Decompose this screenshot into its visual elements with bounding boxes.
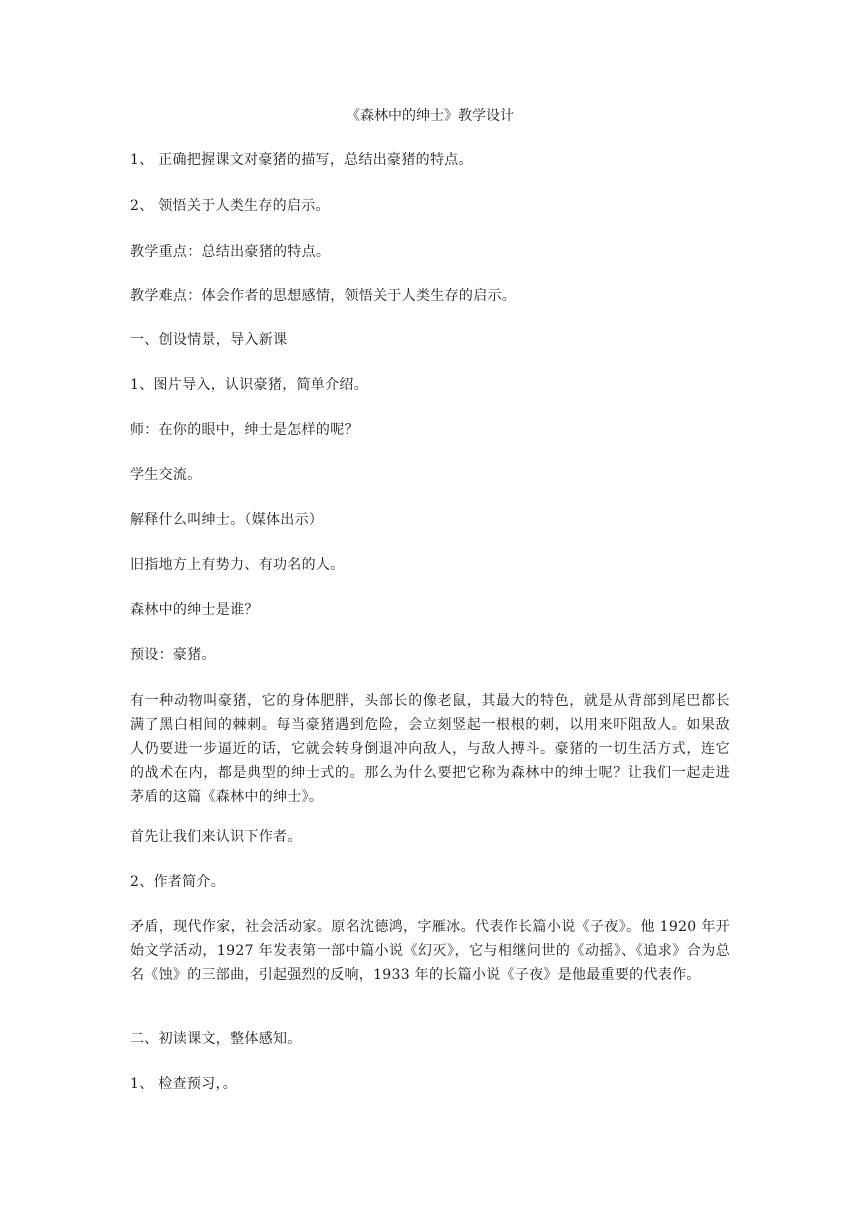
section-heading-1: 一、创设情景，导入新课 — [130, 332, 288, 348]
paragraph: 解释什么叫绅士。（媒体出示） — [130, 512, 324, 528]
section-heading-2: 二、初读课文，整体感知。 — [130, 1031, 302, 1047]
paragraph: 旧指地方上有势力、有功名的人。 — [130, 557, 345, 573]
document-title: 《森林中的绅士》教学设计 — [346, 108, 514, 124]
paragraph: 森林中的绅士是谁？ — [130, 602, 259, 618]
porcupine-description: 有一种动物叫豪猪，它的身体肥胖，头部长的像老鼠，其最大的特色，就是从背部到尾巴都长满了黑白相间的棘刺。每当豪猪遇到危险，会立刻竖起一根根的刺，以用来吓阻敌人。如果敌人仍要进一步逼近的话，它就会转身倒退冲向敌人，与敌人搏斗。豪猪的一切生活方式，连它的战术在内，都是典型的绅士式的。那么为什么要把它称为森林中的绅士呢？让我们一起走进茅盾的这篇《森林中的绅士》。 — [130, 693, 730, 805]
paragraph: 首先让我们来认识下作者。 — [130, 829, 302, 845]
paragraph: 师：在你的眼中，绅士是怎样的呢？ — [130, 422, 359, 438]
paragraph: 学生交流。 — [130, 467, 202, 483]
author-intro: 矛盾，现代作家，社会活动家。原名沈德鸿，字雁冰。代表作长篇小说《子夜》。他 1920 年开始文学活动，1927 年发表第一部中篇小说《幻灭》，它与相继问世的《动摇》、《追求》合为总名《蚀》的三部曲，引起强烈的反响，1933 年的长篇小说《子夜》是他最重要的代表作。 — [130, 919, 730, 983]
teaching-difficulty: 教学难点：体会作者的思想感情，领悟关于人类生存的启示。 — [130, 288, 517, 304]
paragraph: 1、图片导入，认识豪猪，简单介绍。 — [130, 377, 369, 393]
teaching-focus: 教学重点：总结出豪猪的特点。 — [130, 244, 331, 260]
paragraph: 1、 检查预习，。 — [130, 1076, 238, 1092]
objective-1: 1、 正确把握课文对豪猪的描写，总结出豪猪的特点。 — [130, 152, 473, 168]
objective-2: 2、 领悟关于人类生存的启示。 — [130, 198, 330, 214]
section-subheading: 2、作者简介。 — [130, 874, 226, 890]
paragraph: 预设：豪猪。 — [130, 647, 216, 663]
